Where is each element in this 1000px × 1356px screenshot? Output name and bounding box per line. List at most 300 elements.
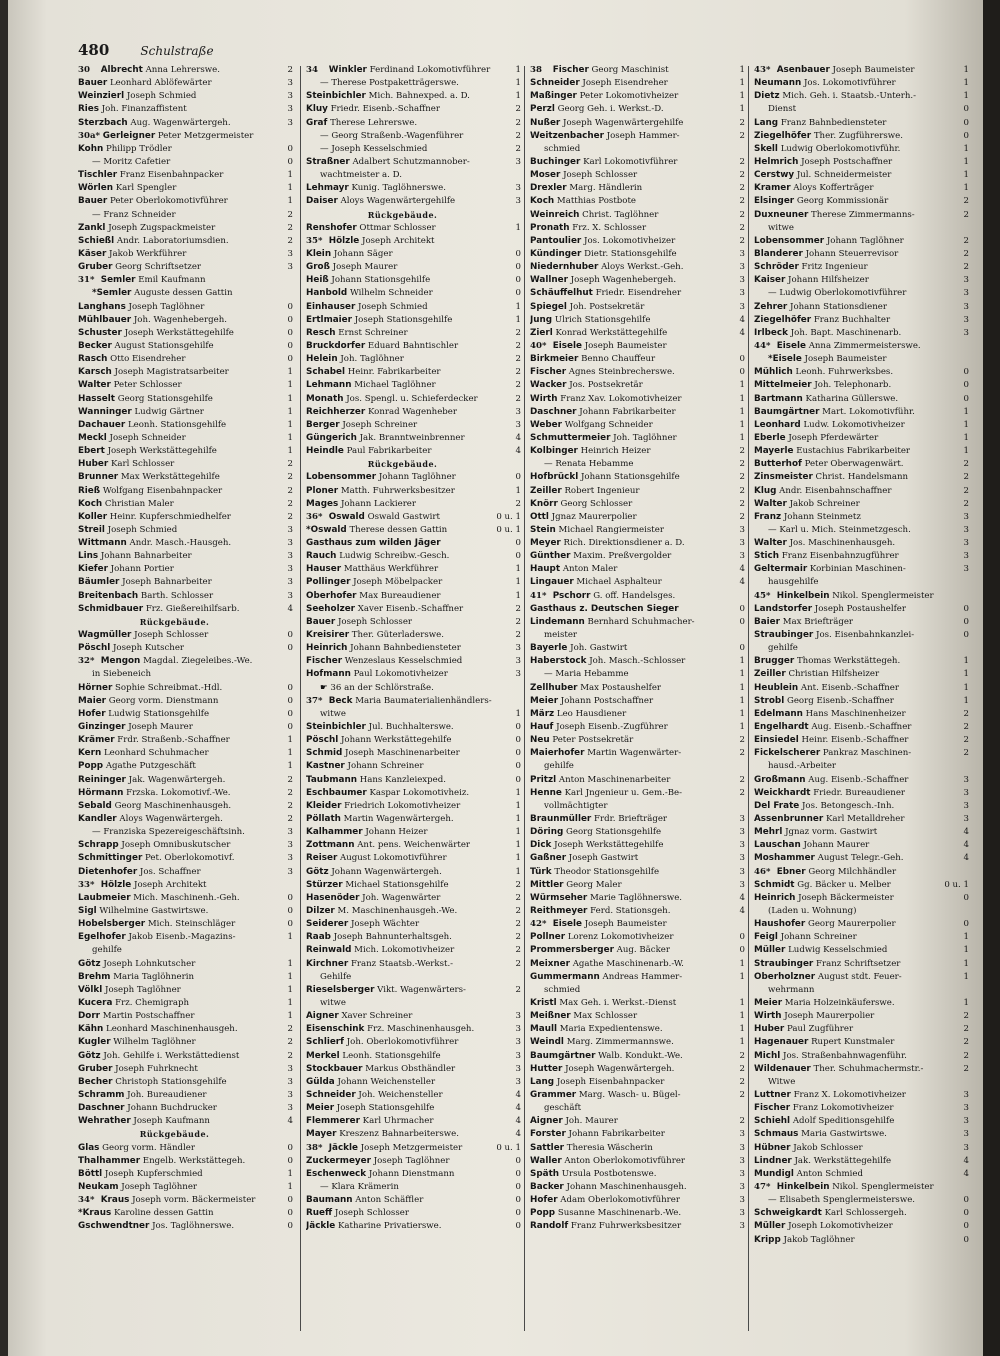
resident-details: August Stationsgehilfe [114, 340, 214, 351]
resident-name: Schmaus [754, 1129, 799, 1140]
directory-entry [530, 576, 745, 589]
floor-number: 1 [515, 577, 521, 588]
resident-details: Karl Schlossergeh. [824, 1208, 907, 1219]
resident-details: Franz Eisenbahnzugführer [781, 551, 899, 562]
resident-details: Johann Fabrikarbeiter [579, 406, 676, 417]
directory-entry [754, 655, 969, 668]
resident-details: Joseph Architekt [362, 235, 435, 246]
directory-entry [530, 905, 745, 918]
directory-entry [306, 642, 521, 655]
resident-details: Ferdinand Lokomotivführer [369, 65, 491, 75]
directory-entry [530, 721, 745, 734]
floor-number: 0 [963, 919, 969, 930]
resident-name: Forster [530, 1129, 566, 1140]
resident-name: Lauschan [754, 840, 801, 851]
resident-details: Johann Fabrikarbeiter [568, 1129, 665, 1140]
resident-name: Ziegelhöfer [754, 314, 812, 325]
directory-entry [78, 379, 293, 392]
directory-entry [306, 918, 521, 931]
floor-number: 4 [963, 840, 969, 851]
resident-details: Pankraz Maschinen- [822, 748, 912, 759]
resident-name: Hinkelbein [776, 1181, 830, 1192]
directory-entry [754, 1181, 969, 1194]
floor-number: 1 [515, 827, 521, 838]
floor-number: 0 [515, 1208, 521, 1219]
resident-name: Bartmann [754, 393, 803, 404]
directory-entry [306, 379, 521, 392]
directory-entry [530, 958, 745, 971]
directory-entry [78, 1220, 293, 1233]
directory-entry [530, 235, 745, 248]
resident-details: Joseph Omnibuskutscher [121, 840, 231, 851]
resident-name: Dick [530, 840, 552, 851]
resident-details: Konrad Werkstättegehilfe [555, 327, 668, 338]
directory-entry [754, 984, 969, 997]
directory-entry [530, 1115, 745, 1128]
directory-entry [530, 1089, 745, 1102]
floor-number: 4 [963, 853, 969, 864]
floor-number: 3 [739, 288, 745, 299]
directory-entry [530, 1128, 745, 1141]
resident-name: Schmittinger [78, 853, 143, 864]
resident-details: Nikol. Spenglermeister [832, 590, 934, 601]
resident-details: Agathe Maschinenarb.-W. [572, 958, 684, 969]
directory-entry [306, 406, 521, 419]
floor-number: 2 [287, 800, 293, 811]
resident-details: Ludwig Stationsgehilfe [108, 708, 210, 719]
floor-number: 2 [739, 472, 745, 483]
resident-name: Stich [754, 551, 780, 562]
floor-number: 2 [739, 1050, 745, 1061]
resident-details: Jos. Betongesch.-Inh. [801, 800, 895, 811]
directory-entry [306, 682, 521, 695]
directory-entry [754, 1128, 969, 1141]
resident-details: Joseph Werkstättegehilfe [124, 327, 234, 338]
directory-entry [306, 471, 521, 484]
directory-entry [306, 905, 521, 918]
resident-details: Johann Maschinenhausgeh. [566, 1181, 687, 1192]
floor-number: 3 [739, 248, 745, 259]
column-2 [306, 64, 521, 1234]
resident-name: Mittelmeier [754, 380, 812, 391]
resident-details: Walb. Kondukt.-We. [598, 1050, 683, 1061]
directory-entry [530, 524, 745, 537]
resident-name: Hübner [754, 1142, 791, 1153]
resident-name: Oberhofer [306, 590, 357, 601]
floor-number: 2 [287, 1037, 293, 1048]
resident-details: Johann Postschaffner [560, 695, 654, 706]
directory-entry [78, 77, 293, 90]
resident-name: Del Frate [754, 800, 800, 811]
floor-number: 3 [963, 1089, 969, 1100]
directory-entry [78, 747, 293, 760]
resident-name: Schabel [306, 367, 346, 378]
floor-number: 2 [739, 735, 745, 746]
resident-details: Maria Holzeinkäuferswe. [784, 997, 895, 1008]
directory-entry [306, 787, 521, 800]
resident-name: Kolbinger [530, 446, 578, 457]
floor-number: 1 [515, 800, 521, 811]
resident-name: Franz [754, 511, 782, 522]
directory-entry [530, 1142, 745, 1155]
directory-entry [78, 826, 293, 839]
floor-number: 0 [515, 551, 521, 562]
resident-details: Anna Zimmermeisterswe. [808, 340, 921, 351]
floor-number: 1 [963, 997, 969, 1008]
directory-entry [754, 721, 969, 734]
house-number: 41* [530, 590, 547, 601]
floor-number: 3 [287, 866, 293, 877]
resident-details: — Maria Hebamme [544, 669, 629, 680]
floor-number: 2 [287, 1024, 293, 1035]
floor-number: 1 [287, 393, 293, 404]
floor-number: 2 [963, 209, 969, 220]
directory-entry [306, 603, 521, 616]
resident-name: Straubinger [754, 630, 814, 641]
floor-number: 0 [287, 695, 293, 706]
directory-entry [530, 130, 745, 143]
floor-number: 1 [287, 761, 293, 772]
resident-details: Konrad Wagenheber [367, 406, 457, 417]
resident-name: Rieß [78, 485, 101, 496]
resident-name: Kandler [78, 814, 117, 825]
resident-details: Martin Wagenwärter- [587, 748, 682, 759]
resident-name: Beck [328, 695, 353, 706]
floor-number: 4 [739, 564, 745, 575]
floor-number: 1 [963, 406, 969, 417]
directory-entry [78, 195, 293, 208]
directory-entry [306, 1050, 521, 1063]
resident-name: Großmann [754, 774, 806, 785]
directory-entry [530, 1194, 745, 1207]
resident-details: Joh. Weichensteller [358, 1089, 443, 1100]
resident-name: Hasenöder [306, 892, 360, 903]
directory-entry [306, 839, 521, 852]
resident-name: Ginzinger [78, 722, 126, 733]
resident-name: Elsinger [754, 196, 795, 207]
resident-name: Mittler [530, 879, 564, 890]
floor-number: 1 [515, 314, 521, 325]
resident-details: Johann Stationsgehilfe [331, 275, 431, 286]
resident-name: Graf [306, 117, 328, 128]
resident-details: Joseph Schmied [358, 301, 428, 312]
floor-number: 0 [739, 643, 745, 654]
directory-entry [306, 734, 521, 747]
resident-details: M. Maschinenhausgeh.-We. [337, 906, 458, 916]
floor-number: 1 [739, 997, 745, 1008]
resident-details: Jos. Eisenbahnkanzlei- [816, 630, 915, 641]
directory-entry [530, 1181, 745, 1194]
directory-entry [530, 143, 745, 156]
floor-number: 1 [515, 866, 521, 877]
floor-number: 2 [515, 393, 521, 404]
directory-entry [530, 892, 745, 905]
resident-name: Popp [530, 1208, 556, 1219]
resident-details: Mich. Lokomotivheizer [354, 945, 455, 956]
directory-entry [78, 997, 293, 1010]
floor-number: 2 [287, 235, 293, 246]
resident-details: Joseph Taglöhner [121, 1181, 198, 1192]
floor-number: 3 [963, 1142, 969, 1153]
directory-entry [754, 1050, 969, 1063]
resident-name: Ploner [306, 485, 339, 496]
floor-number: 3 [287, 117, 293, 128]
resident-name: Semler [100, 275, 136, 286]
directory-entry [754, 1102, 969, 1115]
directory-entry [78, 931, 293, 944]
resident-details: Maxim. Preßvergolder [573, 551, 672, 562]
resident-name: Eisenschink [306, 1024, 365, 1035]
floor-number: 1 [739, 65, 745, 75]
resident-name: Kohn [78, 143, 104, 154]
resident-name: Ziegelhöfer [754, 130, 812, 141]
directory-entry [530, 1076, 745, 1089]
directory-entry [306, 1128, 521, 1141]
resident-details: — Renata Hebamme [544, 459, 634, 470]
directory-entry [78, 813, 293, 826]
resident-details: Friedr. Eisendreher [595, 288, 682, 299]
house-number: 40* [530, 340, 547, 351]
resident-name: Wacker [530, 380, 567, 391]
directory-entry [306, 353, 521, 366]
resident-details: Ludwig Oberlokomotivführ. [780, 143, 901, 154]
directory-entry [754, 471, 969, 484]
resident-name: Schneider [530, 78, 580, 89]
resident-name: Kalhammer [306, 827, 363, 838]
floor-number: 2 [963, 1011, 969, 1022]
floor-number: 1 [963, 183, 969, 194]
resident-details: Max Briefträger [782, 616, 854, 627]
floor-number: 2 [963, 722, 969, 733]
floor-number: 4 [287, 603, 293, 614]
resident-details: Ottmar Schlosser [359, 222, 436, 233]
directory-entry [530, 353, 745, 366]
resident-details: Georg Maschinist [591, 65, 669, 75]
floor-number: 0 [287, 1155, 293, 1166]
resident-name: Pronath [530, 222, 570, 233]
floor-number: 3 [287, 564, 293, 575]
column-3 [530, 64, 745, 1234]
floor-number: 3 [739, 814, 745, 825]
resident-name: Rauch [306, 551, 337, 562]
resident-name: Fischer [552, 65, 589, 75]
resident-details: Auguste dessen Gattin [134, 288, 233, 299]
floor-number: 4 [515, 1129, 521, 1140]
house-number: 34 [306, 65, 318, 75]
resident-details: Aloys Wagenwärtergeh. [119, 814, 223, 825]
floor-number: 1 [963, 656, 969, 667]
directory-entry [754, 327, 969, 340]
floor-number: 4 [739, 577, 745, 588]
directory-entry [306, 1168, 521, 1181]
floor-number: 0 [963, 616, 969, 627]
resident-name: Spiegel [530, 301, 567, 312]
house-number: 37* [306, 695, 323, 706]
resident-details: Max Postaushelfer [580, 682, 662, 693]
resident-name: Pöschl [306, 735, 339, 746]
resident-name: Koch [530, 196, 555, 207]
resident-details: Peter Schlosser [113, 380, 182, 391]
resident-details: Therese Zimmermanns- [811, 209, 915, 220]
directory-entry [530, 117, 745, 130]
resident-name: Gschwendtner [78, 1221, 150, 1232]
resident-name: Hasselt [78, 393, 115, 404]
floor-number: 4 [515, 432, 521, 443]
floor-number: 1 [739, 91, 745, 102]
resident-name: Sterzbach [78, 117, 128, 128]
resident-name: Kramer [754, 183, 791, 194]
resident-details: Karl Metalldreher [825, 814, 905, 825]
resident-details: Peter Oberlokomotivführer [109, 196, 228, 207]
directory-entry [530, 747, 745, 760]
directory-entry [530, 366, 745, 379]
directory-entry [78, 563, 293, 576]
resident-details: Frz. Chemigraph [115, 997, 190, 1008]
resident-details: Aug. Wagenwärtergeh. [130, 117, 231, 128]
house-number: 30a* [78, 130, 101, 141]
floor-number: 1 [287, 1168, 293, 1179]
directory-entry [754, 90, 969, 103]
directory-entry [78, 1023, 293, 1036]
resident-name: Lindemann [530, 616, 585, 627]
floor-number: 2 [287, 814, 293, 825]
resident-details: Leo Hausdiener [556, 708, 627, 719]
resident-name: *Kraus [78, 1208, 112, 1219]
floor-number: 1 [739, 1037, 745, 1048]
directory-entry [754, 708, 969, 721]
floor-number: 3 [287, 577, 293, 588]
resident-details: Heinr. Eisenb.-Schaffner [801, 735, 909, 746]
resident-name: Pollner [530, 932, 566, 943]
resident-details: Ludwig Kesselschmied [788, 945, 888, 956]
resident-details: — Ludwig Oberlokomotivführer [768, 288, 907, 299]
directory-entry [78, 182, 293, 195]
directory-entry [530, 90, 745, 103]
resident-name: Ottl [530, 511, 549, 522]
resident-name: Wittmann [78, 538, 127, 549]
directory-entry [78, 655, 293, 668]
resident-name: Neu [530, 735, 550, 746]
directory-entry [78, 918, 293, 931]
directory-entry [78, 287, 293, 300]
directory-entry [754, 169, 969, 182]
directory-entry [754, 1115, 969, 1128]
directory-entry [754, 248, 969, 261]
directory-entry [754, 774, 969, 787]
floor-number: 4 [515, 1089, 521, 1100]
resident-name: Becher [78, 1076, 113, 1087]
floor-number: 3 [515, 1037, 521, 1048]
resident-details: Christian Maler [104, 498, 174, 509]
floor-number: 1 [287, 446, 293, 457]
resident-name: Kugler [78, 1037, 111, 1048]
floor-number: 2 [515, 945, 521, 956]
floor-number: 3 [739, 1195, 745, 1206]
resident-details: Franz X. Lokomotivheizer [793, 1089, 906, 1100]
resident-name: Asenbauer [776, 65, 830, 75]
resident-name: Müller [754, 1221, 786, 1232]
floor-number: 2 [963, 262, 969, 273]
resident-details: Eustachius Fabrikarbeiter [796, 446, 911, 457]
floor-number: 2 [515, 906, 521, 916]
resident-details: Ant. pens. Weichenwärter [357, 840, 471, 851]
resident-details: Hans Maschinenheizer [805, 708, 906, 719]
house-number: 38* [306, 1142, 323, 1153]
floor-number: 0 [287, 354, 293, 365]
resident-name: Schäuffelhut [530, 288, 593, 299]
floor-number: 4 [739, 314, 745, 325]
column-divider [300, 66, 301, 1331]
resident-name: Rieselsberger [306, 984, 375, 995]
directory-entry [306, 366, 521, 379]
resident-details: Heinr. Fabrikarbeiter [347, 367, 441, 378]
resident-details: Susanne Maschinenarb.-We. [557, 1208, 682, 1219]
resident-details: Sophie Schreibmat.-Hdl. [115, 682, 223, 693]
floor-number: 1 [739, 1011, 745, 1022]
resident-name: Schweigkardt [754, 1208, 822, 1219]
floor-number: 1 [287, 1181, 293, 1192]
directory-entry [754, 1234, 969, 1247]
directory-entry [754, 419, 969, 432]
floor-number: 3 [287, 840, 293, 851]
directory-entry [306, 143, 521, 156]
resident-details: Joseph Maschinenarbeiter [345, 748, 460, 759]
resident-details: Joseph Werkstättegehilfe [107, 446, 217, 457]
resident-name: Sattler [530, 1142, 565, 1153]
house-number: 44* [754, 340, 771, 351]
resident-name: Heindle [306, 446, 344, 457]
resident-details: Joseph Hammer- [606, 130, 680, 141]
resident-name: Baumann [306, 1195, 353, 1206]
floor-number: 2 [963, 196, 969, 207]
floor-number: 0 [515, 761, 521, 772]
resident-details: Joseph Taglöhner [105, 984, 181, 995]
resident-name: Hofbrückl [530, 472, 579, 483]
resident-name: Böttl [78, 1168, 103, 1179]
resident-details: Jgnaz vorm. Gastwirt [785, 827, 878, 838]
floor-number: 1 [515, 787, 521, 798]
directory-entry [530, 813, 745, 826]
directory-entry [306, 195, 521, 208]
resident-details: Heinr. Kupferschmiedhelfer [109, 511, 231, 522]
resident-details: ☛ 36 an der Schlörstraße. [320, 682, 434, 693]
resident-details: Wilhelm Schneider [349, 288, 433, 299]
resident-details: Joh. Masch.-Schlosser [589, 656, 686, 667]
resident-name: Bauer [306, 616, 336, 627]
resident-name: Eisele [776, 340, 806, 351]
resident-name: Kern [78, 748, 102, 759]
resident-details: Andr. Masch.-Hausgeh. [129, 538, 232, 549]
floor-number: 4 [739, 906, 745, 916]
directory-entry [754, 130, 969, 143]
resident-name: Lang [754, 117, 779, 128]
resident-name: Meißner [530, 1011, 571, 1022]
resident-details: Friedrich Lokomotivheizer [344, 800, 461, 811]
resident-details: Georg Stationsgehilfe [117, 393, 213, 404]
resident-details: Georg Geh. i. Werkst.-D. [557, 104, 664, 115]
floor-number: 2 [739, 498, 745, 509]
directory-entry [78, 682, 293, 695]
resident-details: Adolf Speditionsgehilfe [792, 1116, 895, 1127]
resident-name: Weinreich [530, 209, 580, 220]
resident-details: Joseph Fuhrknecht [115, 1063, 198, 1074]
resident-name: Eschenweck [306, 1168, 367, 1179]
floor-number: 1 [739, 708, 745, 719]
resident-name: Michl [754, 1050, 781, 1061]
directory-entry [78, 261, 293, 274]
directory-entry [530, 327, 745, 340]
resident-name: Zottmann [306, 840, 355, 851]
